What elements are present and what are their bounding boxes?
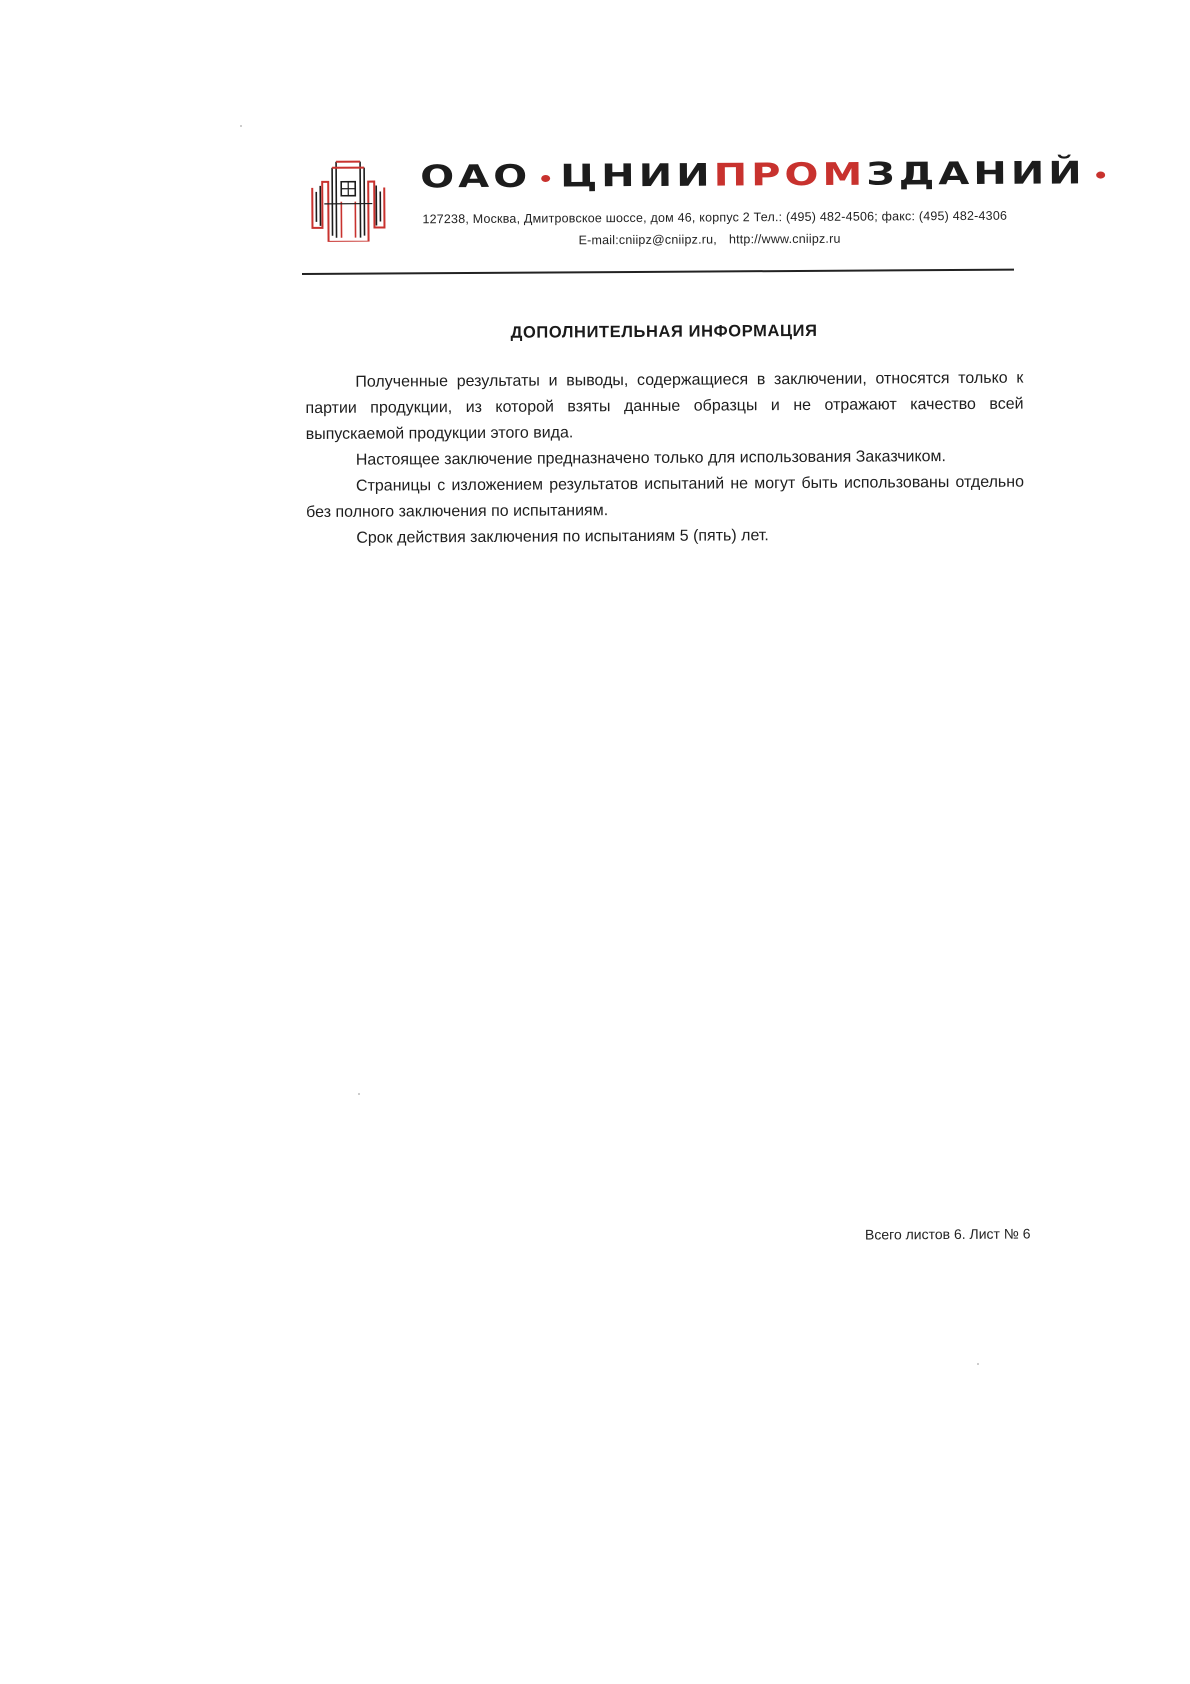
paragraph-pages-usage: Страницы с изложением результатов испытаний не могут быть использованы отдельно без полного заключения по испытаниям. (306, 473, 1025, 521)
org-prefix: ОАО (420, 158, 532, 196)
document-body (305, 321, 1024, 552)
org-email: E-mail:cniipz@cniipz.ru, (578, 232, 717, 248)
org-name-part-3: ЗДАНИЙ (866, 155, 1086, 193)
scan-speck (358, 1093, 360, 1095)
scan-speck (240, 125, 242, 127)
org-website: http://www.cniipz.ru (728, 231, 841, 247)
paragraph-results-scope: Полученные результаты и выводы, содержащиеся в заключении, относятся только к партии продукции, из которой взяты данные образцы и не отражают качество всей выпускаемой продукции этого вида. (305, 369, 1024, 443)
trailing-dot-icon (1096, 171, 1105, 178)
letterhead (300, 146, 1086, 280)
org-address: 127238, Москва, Дмитровское шоссе, дом 46, корпус 2 Тел.: (495) 482-4506; факс: (495) 482-4306 (422, 208, 1008, 227)
paragraph-customer-use: Настоящее заключение предназначено только для использования Заказчиком. (355, 448, 947, 469)
page-counter: Всего листов 6. Лист № 6 (864, 1225, 1031, 1243)
organization-name (420, 155, 1115, 196)
paragraph-validity-period: Срок действия заключения по испытаниям 5 (пять) лет. (356, 527, 769, 547)
building-columns-logo-icon (308, 157, 389, 241)
scan-speck (977, 1363, 979, 1365)
section-title: ДОПОЛНИТЕЛЬНАЯ ИНФОРМАЦИЯ (510, 321, 818, 342)
org-name-part-1: ЦНИИ (560, 157, 714, 195)
org-contacts (579, 231, 841, 249)
org-name-part-2: ПРОМ (713, 156, 867, 194)
separator-dot-icon (541, 175, 550, 182)
